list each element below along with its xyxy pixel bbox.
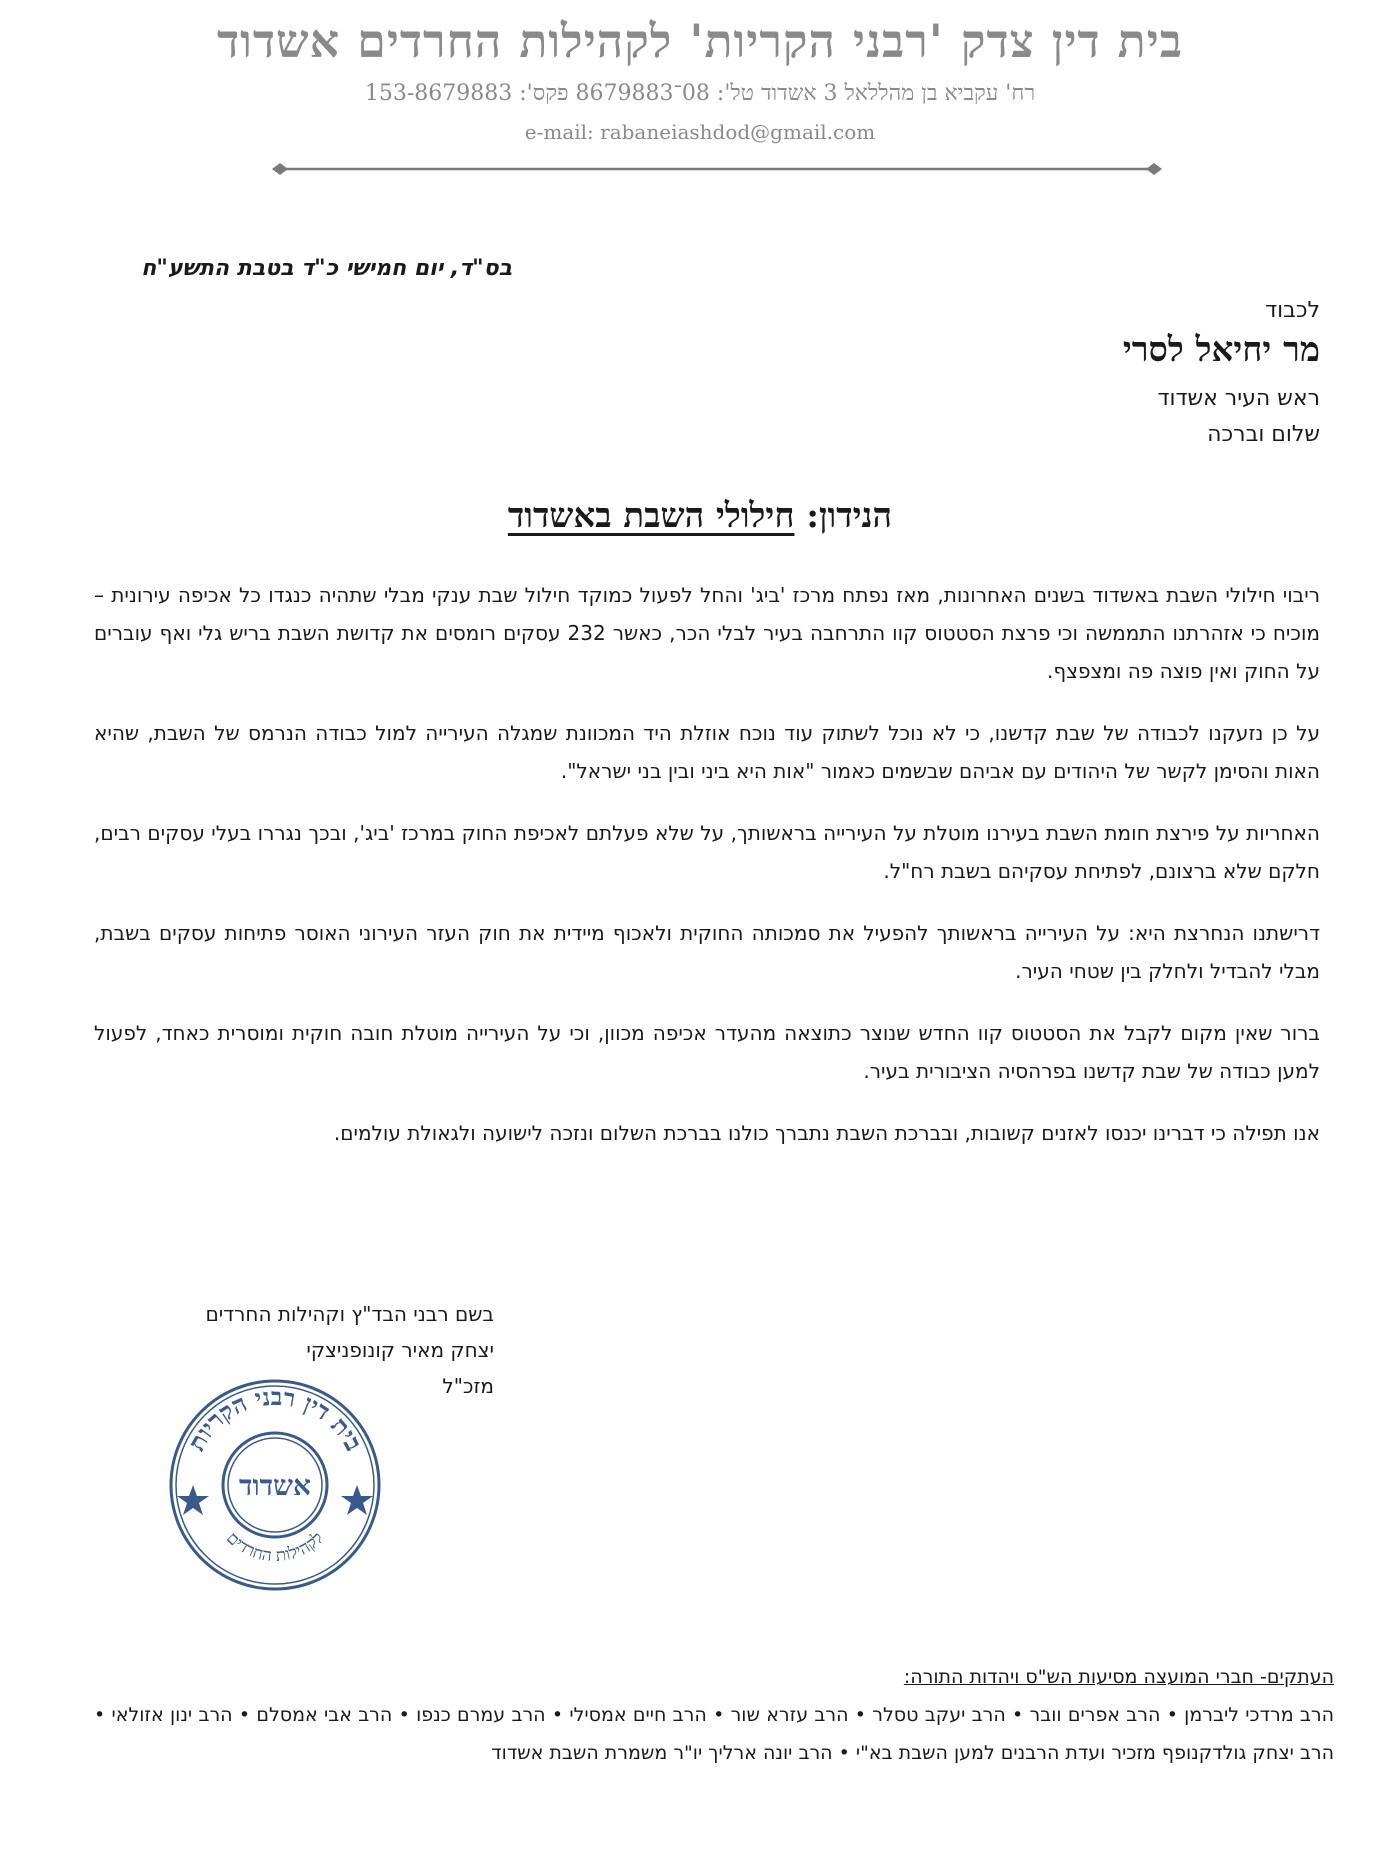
greeting: שלום וברכה: [1207, 422, 1320, 447]
letterhead-address: רח' עקביא בן מהללאל 3 אשדוד טל': 08־8679883 פקס': 153-8679883: [364, 81, 1036, 106]
body-paragraph: ברור שאין מקום לקבל את הסטטוס קוו החדש שנוצר כתוצאה מהעדר אכיפה מכוון, וכי על העירייה מוטלת חובה חוקית ומוסרית כאחד, לפעול למען כבודה של שבת קדשנו בפרהסיה הציבורית בעיר.: [94, 1021, 1320, 1083]
signature-line: בשם רבני הבד"ץ וקהילות החרדים: [205, 1302, 494, 1326]
recipient-label: לכבוד: [1265, 298, 1320, 323]
copies-block: [94, 1658, 1334, 1772]
letterhead-title: בית דין צדק 'רבני הקריות' לקהילות החרדים אשדוד: [217, 14, 1183, 68]
body-paragraph: ריבוי חילולי השבת באשדוד בשנים האחרונות, מאז נפתח מרכז 'ביג' והחל לפעול כמוקד חילול שבת ענקי מבלי שתהיה כנגדו כל אכיפה עירונית – מוכיח כי אזהרתנו התממשה וכי פרצת הסטטוס קוו התרחבה בעיר לבלי הכר, כאשר 232 עסקים רומסים את קדושת השבת בריש גלי ואף עוברים על החוק ואין פוצה פה ומצפצף.: [94, 583, 1320, 683]
subject-text: חילולי השבת באשדוד: [507, 496, 795, 536]
letter-body: [94, 576, 1320, 1176]
body-paragraph: דרישתנו הנחרצת היא: על העירייה בראשותך להפעיל את סמכותה החוקית ולאכוף מיידית את חוק העזר העירוני האוסר פתיחות עסקים בשבת, מבלי להבדיל ולחלק בין שטחי העיר.: [94, 921, 1320, 983]
stamp-center-text: אשדוד: [239, 1469, 311, 1502]
stamp-top-text: בית דין רבני הקריות: [181, 1381, 369, 1456]
letterhead-email: e-mail: rabaneiashdod@gmail.com: [524, 120, 876, 144]
subject-label: הנידון:: [806, 496, 893, 536]
signature-title: מזכ"ל: [442, 1374, 494, 1398]
copies-title: העתקים- חברי המועצה מסיעות הש"ס ויהדות התורה:: [903, 1666, 1334, 1688]
letter-date: בס"ד, יום חמישי כ"ד בטבת התשע"ח: [141, 256, 512, 281]
star-icon: [341, 1485, 373, 1515]
court-stamp: [165, 1375, 385, 1595]
recipient-role: ראש העיר אשדוד: [1157, 386, 1320, 411]
body-paragraph: אנו תפילה כי דברינו יכנסו לאזנים קשובות, ובברכת השבת נתברך כולנו בברכת השלום ונזכה לישועה ולגאולת עולמים.: [333, 1121, 1320, 1145]
subject-line: [0, 496, 1400, 536]
star-icon: [177, 1485, 209, 1515]
letterhead-divider: [272, 158, 1162, 180]
body-paragraph: האחריות על פירצת חומת השבת בעירנו מוטלת על העירייה בראשותך, על שלא פעלתם לאכיפת החוק במרכז 'ביג', ובכך נגררו בעלי עסקים רבים, חלקם שלא ברצונם, לפתיחת עסקיהם בשבת רח"ל.: [94, 821, 1320, 883]
copies-list: הרב מרדכי ליברמן • הרב אפרים וובר • הרב יעקב טסלר • הרב עזרא שור • הרב חיים אמסילי • הרב עמרם כנפו • הרב אבי אמסלם • הרב ינון אזולאי • הרב יצחק גולדקנופף מזכיר ועדת הרבנים למען השבת בא"י • הרב יונה ארליך יו"ר משמרת השבת אשדוד: [94, 1704, 1334, 1764]
svg-text:בית דין רבני הקריות: [181, 1382, 368, 1456]
signature-name: יצחק מאיר קונופניצקי: [306, 1338, 494, 1362]
stamp-bottom-text: לקהילות החרדים: [222, 1528, 328, 1567]
svg-text:לקהילות החרדים: [222, 1528, 328, 1566]
recipient-name: מר יחיאל לסרי: [1122, 330, 1320, 370]
body-paragraph: על כן נזעקנו לכבודה של שבת קדשנו, כי לא נוכל לשתוק עוד נוכח אוזלת היד המכוונת שמגלה העירייה למול כבודה הנרמס של השבת, שהיא האות והסימן לקשר של היהודים עם אביהם שבשמים כאמור "אות היא ביני ובין בני ישראל".: [94, 721, 1320, 783]
